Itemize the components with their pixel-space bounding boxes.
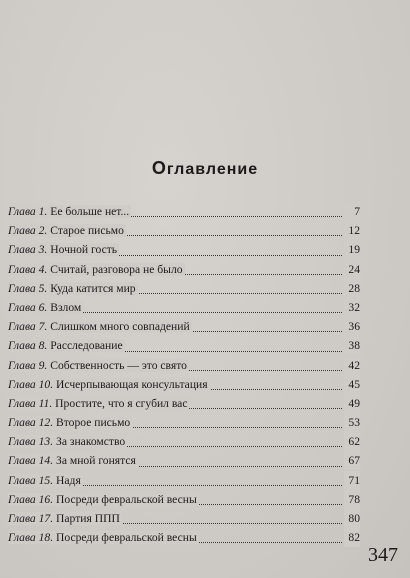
page-title-initial: О bbox=[151, 158, 167, 178]
toc-row bbox=[8, 509, 360, 528]
toc-row bbox=[8, 490, 360, 509]
chapter-title: Исчерпывающая консультация bbox=[56, 377, 208, 391]
toc-row bbox=[8, 279, 360, 298]
chapter-title: Простите, что я сгубил вас bbox=[55, 396, 188, 410]
chapter-number: Глава 8. bbox=[8, 339, 48, 353]
chapter-number: Глава 1. bbox=[8, 205, 48, 218]
chapter-title: Второе письмо bbox=[56, 416, 131, 430]
chapter-title: Ночной гость bbox=[50, 243, 118, 257]
toc-row bbox=[8, 413, 360, 432]
chapter-number: Глава 9. bbox=[8, 358, 48, 372]
chapter-page: 42 bbox=[344, 356, 360, 375]
chapter-title: Собственность — это свято bbox=[50, 358, 187, 372]
chapter-page: 62 bbox=[344, 432, 360, 451]
toc-row bbox=[8, 221, 360, 240]
chapter-number: Глава 16. bbox=[8, 492, 54, 506]
chapter-page: 24 bbox=[344, 260, 360, 279]
chapter-page: 7 bbox=[344, 202, 360, 221]
chapter-page: 38 bbox=[344, 336, 360, 355]
chapter-number: Глава 13. bbox=[8, 435, 54, 449]
chapter-title: Посреди февральской весны bbox=[56, 492, 197, 506]
chapter-page: 67 bbox=[344, 451, 360, 470]
chapter-title: Слишком много совпадений bbox=[50, 320, 190, 334]
chapter-page: 80 bbox=[344, 509, 360, 528]
toc-row bbox=[8, 471, 360, 490]
toc-row bbox=[8, 260, 360, 279]
page-title bbox=[0, 158, 410, 179]
toc-row bbox=[8, 317, 360, 336]
chapter-title: Посреди февральской весны bbox=[56, 531, 197, 545]
chapter-number: Глава 7. bbox=[8, 320, 48, 334]
toc-row bbox=[8, 394, 360, 413]
toc-row bbox=[8, 240, 360, 259]
chapter-number: Глава 3. bbox=[8, 243, 48, 257]
chapter-page: 12 bbox=[344, 221, 360, 240]
chapter-number: Глава 12. bbox=[8, 416, 54, 430]
chapter-title: Куда катится мир bbox=[50, 281, 136, 295]
chapter-title: Считай, разговора не было bbox=[50, 262, 183, 276]
chapter-title: Старое письмо bbox=[50, 224, 124, 238]
chapter-number: Глава 6. bbox=[8, 300, 48, 314]
chapter-title: Ее больше нет... bbox=[50, 205, 130, 218]
toc-row bbox=[8, 375, 360, 394]
chapter-page: 82 bbox=[344, 528, 360, 547]
chapter-number: Глава 5. bbox=[8, 281, 48, 295]
chapter-page: 71 bbox=[344, 471, 360, 490]
chapter-page: 19 bbox=[344, 240, 360, 259]
toc-row bbox=[8, 336, 360, 355]
chapter-page: 32 bbox=[344, 298, 360, 317]
page-number: 347 bbox=[368, 544, 398, 566]
table-of-contents bbox=[8, 202, 360, 547]
chapter-title: Надя bbox=[56, 473, 81, 487]
toc-row bbox=[8, 451, 360, 470]
chapter-title: За мной гонятся bbox=[56, 454, 136, 468]
toc-row bbox=[8, 356, 360, 375]
chapter-title: Взлом bbox=[50, 300, 82, 314]
toc-row bbox=[8, 528, 360, 547]
toc-row bbox=[8, 432, 360, 451]
toc-row bbox=[8, 202, 360, 221]
chapter-page: 45 bbox=[344, 375, 360, 394]
chapter-title: Партия ППП bbox=[56, 512, 120, 525]
chapter-title: Расследование bbox=[50, 339, 123, 353]
chapter-page: 78 bbox=[344, 490, 360, 509]
page-title-rest: главление bbox=[166, 161, 259, 178]
chapter-number: Глава 18. bbox=[8, 531, 54, 545]
chapter-number: Глава 17. bbox=[8, 512, 54, 525]
chapter-title: За знакомство bbox=[56, 435, 126, 449]
chapter-number: Глава 11. bbox=[8, 396, 53, 410]
chapter-number: Глава 2. bbox=[8, 224, 48, 238]
chapter-number: Глава 14. bbox=[8, 454, 54, 468]
chapter-number: Глава 15. bbox=[8, 473, 54, 487]
chapter-number: Глава 4. bbox=[8, 262, 48, 276]
chapter-page: 28 bbox=[344, 279, 360, 298]
chapter-page: 53 bbox=[344, 413, 360, 432]
chapter-page: 36 bbox=[344, 317, 360, 336]
chapter-page: 49 bbox=[344, 394, 360, 413]
toc-row bbox=[8, 298, 360, 317]
chapter-number: Глава 10. bbox=[8, 377, 54, 391]
